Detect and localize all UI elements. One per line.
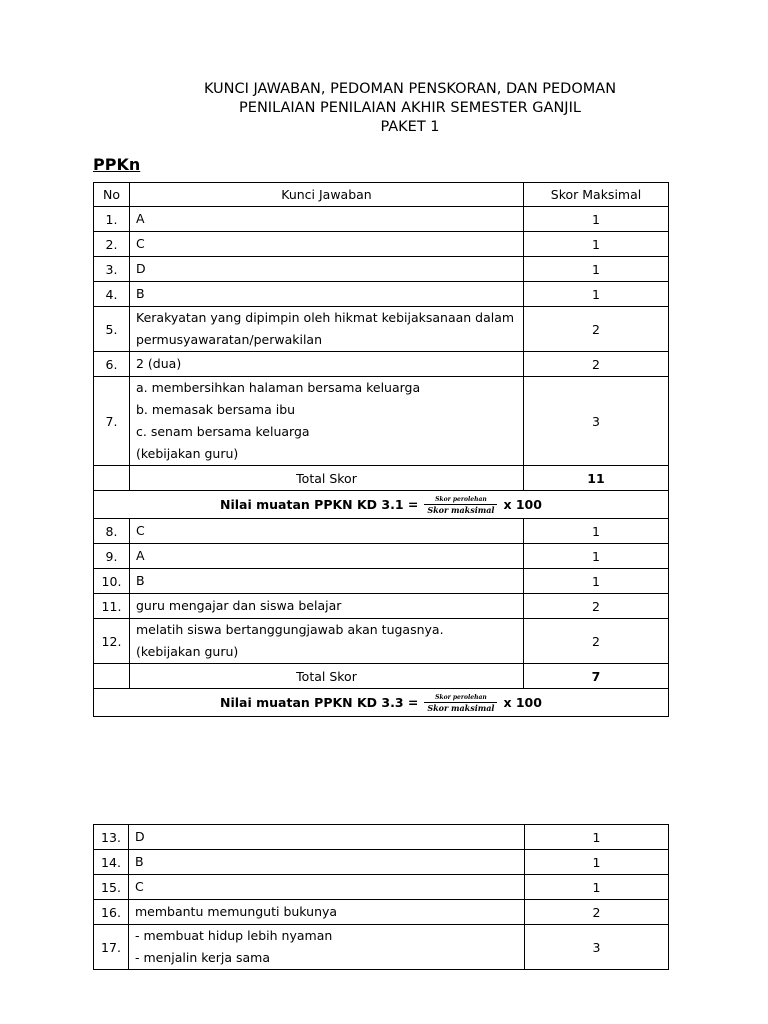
kd33-formula-tail: x 100: [503, 695, 542, 710]
max-score: 2: [524, 352, 669, 377]
table-header-row: [94, 183, 669, 207]
kd31-formula-tail: x 100: [503, 497, 542, 512]
answer-line: - membuat hidup lebih nyaman: [135, 928, 333, 943]
table-row: [94, 377, 669, 466]
kd33-fraction-numerator: Skor perolehan: [435, 693, 487, 701]
answer-cell: [130, 619, 524, 664]
kd31-rows: [94, 207, 669, 466]
table-row: [94, 257, 669, 282]
row-number: 12.: [94, 619, 130, 664]
kd31-total-row: [94, 466, 669, 491]
answer-cell: [130, 307, 524, 352]
answer-line: b. memasak bersama ibu: [136, 402, 296, 417]
table-row: [94, 619, 669, 664]
table-row: [94, 594, 669, 619]
table-row: [94, 519, 669, 544]
row-number: 7.: [94, 377, 130, 466]
answer-line: A: [136, 211, 145, 226]
row-number: 11.: [94, 594, 130, 619]
max-score: 1: [524, 257, 669, 282]
row-number: 9.: [94, 544, 130, 569]
answer-line: B: [135, 854, 144, 869]
row-number: 16.: [94, 900, 129, 925]
kd31-total-label: Total Skor: [130, 466, 524, 491]
kd31-formula-cell: [94, 491, 669, 519]
row-number: 6.: [94, 352, 130, 377]
answer-line: C: [136, 523, 145, 538]
answer-cell: [130, 352, 524, 377]
kd31-formula: [220, 495, 542, 515]
row-number: 17.: [94, 925, 129, 970]
max-score: 3: [524, 377, 669, 466]
title-line-1: KUNCI JAWABAN, PEDOMAN PENSKORAN, DAN PEDOMAN: [203, 81, 617, 97]
answer-cell: [129, 925, 525, 970]
kd33-total-row: [94, 664, 669, 689]
answer-line: D: [135, 829, 145, 844]
table-row: [94, 925, 669, 970]
table-row: [94, 850, 669, 875]
answer-cell: [130, 257, 524, 282]
answer-line: membantu memunguti bukunya: [135, 904, 338, 919]
table-row: [94, 207, 669, 232]
max-score: 1: [524, 232, 669, 257]
max-score: 2: [524, 307, 669, 352]
row-number: 3.: [94, 257, 130, 282]
answer-cell: [130, 544, 524, 569]
max-score: 1: [524, 544, 669, 569]
max-score: 1: [524, 207, 669, 232]
kd31-fraction-numerator: Skor perolehan: [435, 495, 487, 503]
kd31-formula-row: [94, 491, 669, 519]
kd31-fraction-denominator: Skor maksimal: [424, 504, 497, 515]
max-score: 1: [525, 825, 669, 850]
kd33-total-empty: [94, 664, 130, 689]
answer-line: C: [136, 236, 145, 251]
max-score: 1: [524, 569, 669, 594]
subject-heading: PPKn: [93, 155, 141, 174]
answer-cell: [129, 875, 525, 900]
max-score: 2: [524, 619, 669, 664]
kd33-total-label: Total Skor: [130, 664, 524, 689]
row-number: 14.: [94, 850, 129, 875]
max-score: 1: [525, 875, 669, 900]
answer-line: A: [136, 548, 145, 563]
row-number: 10.: [94, 569, 130, 594]
answer-line: c. senam bersama keluarga: [136, 424, 310, 439]
answer-line: 2 (dua): [136, 356, 182, 371]
kd33-formula: [220, 693, 542, 713]
max-score: 2: [524, 594, 669, 619]
header-answer: Kunci Jawaban: [130, 183, 524, 207]
answer-cell: [130, 569, 524, 594]
answer-line: B: [136, 573, 145, 588]
table-row: [94, 307, 669, 352]
kd31-fraction: [424, 495, 497, 515]
answer-line: (kebijakan guru): [136, 644, 239, 659]
answer-line: guru mengajar dan siswa belajar: [136, 598, 342, 613]
answer-cell: [129, 900, 525, 925]
answer-cell: [130, 519, 524, 544]
answer-cell: [130, 207, 524, 232]
title-line-3: PAKET 1: [380, 119, 440, 135]
kd31-formula-label: Nilai muatan PPKN KD 3.1 =: [220, 497, 419, 512]
table-row: [94, 352, 669, 377]
answer-line: B: [136, 286, 145, 301]
max-score: 2: [525, 900, 669, 925]
header-no: No: [94, 183, 130, 207]
row-number: 4.: [94, 282, 130, 307]
table-row: [94, 825, 669, 850]
answer-line: - menjalin kerja sama: [135, 950, 270, 965]
title-line-2: PENILAIAN PENILAIAN AKHIR SEMESTER GANJIL: [239, 100, 581, 116]
answer-line: melatih siswa bertanggungjawab akan tugasnya.: [136, 622, 444, 637]
kd31-total-value: 11: [524, 466, 669, 491]
row-number: 2.: [94, 232, 130, 257]
answer-line: a. membersihkan halaman bersama keluarga: [136, 380, 421, 395]
table-row: [94, 232, 669, 257]
answer-cell: [129, 850, 525, 875]
document-title: [0, 80, 768, 137]
answer-key-table-continued: [93, 824, 669, 970]
kd33-total-value: 7: [524, 664, 669, 689]
answer-line: permusyawaratan/perwakilan: [136, 332, 323, 347]
answer-line: C: [135, 879, 144, 894]
kd33-rows: [94, 519, 669, 664]
part2-rows: [94, 825, 669, 970]
kd33-formula-label: Nilai muatan PPKN KD 3.3 =: [220, 695, 419, 710]
table-row: [94, 569, 669, 594]
answer-line: D: [136, 261, 146, 276]
row-number: 15.: [94, 875, 129, 900]
answer-key-table: [93, 182, 669, 717]
table-row: [94, 875, 669, 900]
kd33-formula-row: [94, 689, 669, 717]
kd31-total-empty: [94, 466, 130, 491]
table-row: [94, 544, 669, 569]
row-number: 1.: [94, 207, 130, 232]
answer-cell: [130, 232, 524, 257]
row-number: 8.: [94, 519, 130, 544]
row-number: 5.: [94, 307, 130, 352]
kd33-formula-cell: [94, 689, 669, 717]
max-score: 1: [524, 519, 669, 544]
header-score: Skor Maksimal: [524, 183, 669, 207]
kd33-summary: [94, 664, 669, 717]
kd31-summary: [94, 466, 669, 519]
answer-cell: [130, 282, 524, 307]
answer-cell: [130, 594, 524, 619]
kd33-fraction-denominator: Skor maksimal: [424, 702, 497, 713]
row-number: 13.: [94, 825, 129, 850]
max-score: 1: [525, 850, 669, 875]
max-score: 1: [524, 282, 669, 307]
table-row: [94, 900, 669, 925]
table-row: [94, 282, 669, 307]
answer-cell: [130, 377, 524, 466]
kd33-fraction: [424, 693, 497, 713]
answer-line: (kebijakan guru): [136, 446, 239, 461]
answer-line: Kerakyatan yang dipimpin oleh hikmat kebijaksanaan dalam: [136, 310, 515, 325]
max-score: 3: [525, 925, 669, 970]
answer-cell: [129, 825, 525, 850]
